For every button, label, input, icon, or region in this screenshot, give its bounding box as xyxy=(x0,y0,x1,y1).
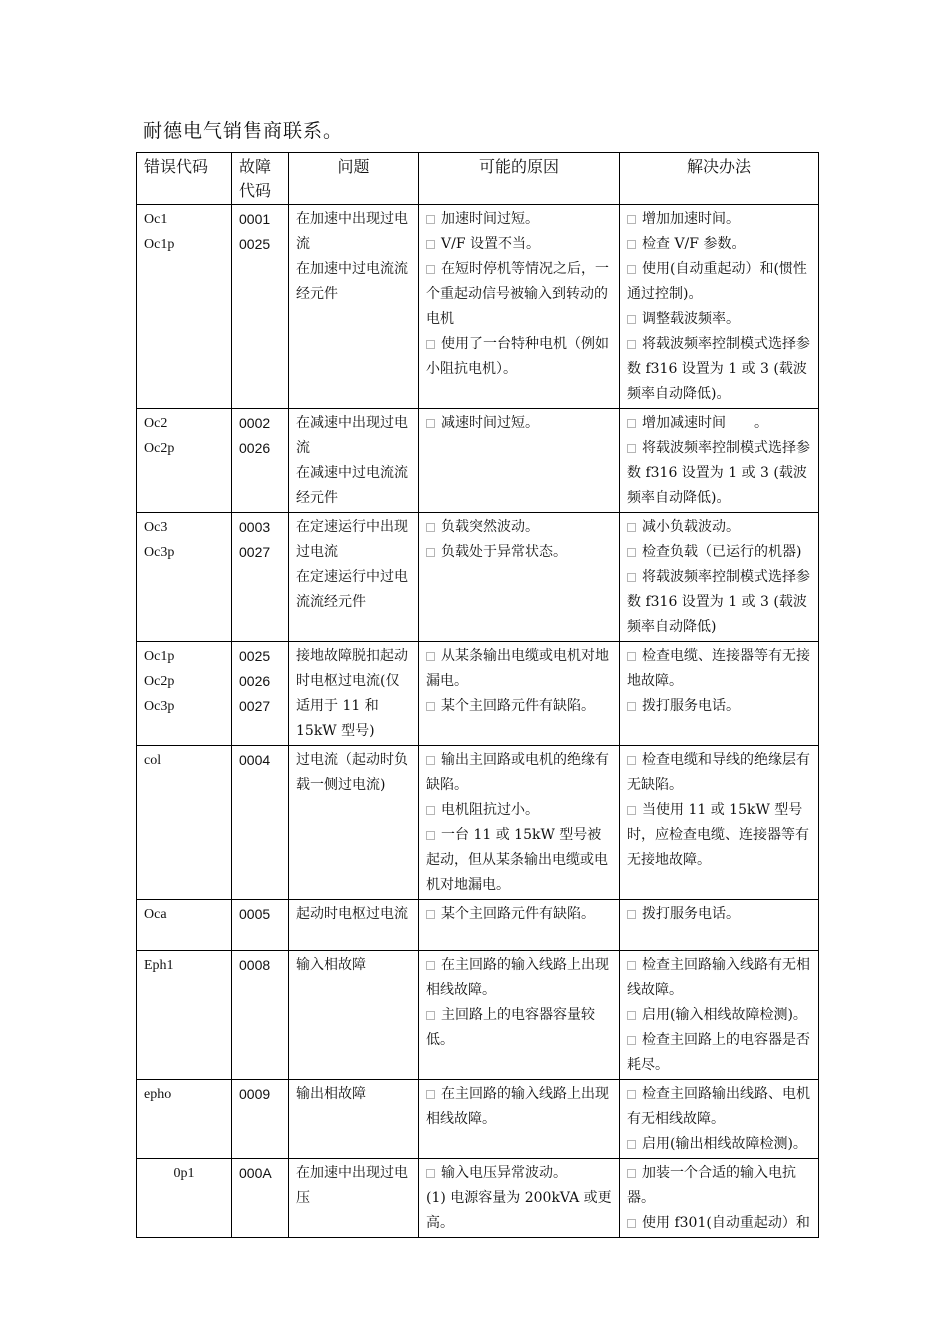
error-code-cell xyxy=(137,513,232,642)
error-code xyxy=(144,232,224,257)
fault-code-cell xyxy=(232,642,289,746)
error-code-text: col xyxy=(144,753,162,768)
table-row xyxy=(137,513,819,642)
cause-item xyxy=(426,411,612,436)
bullet-box-icon xyxy=(426,340,435,349)
problem-text-text: 在加速中出现过电压 xyxy=(296,1165,408,1206)
cause-item xyxy=(426,1186,612,1236)
problem-text xyxy=(296,953,411,978)
fault-code-text: 0003 xyxy=(239,519,271,535)
error-code-text: Oc3p xyxy=(144,699,175,714)
table-row xyxy=(137,1159,819,1238)
error-code xyxy=(144,644,224,669)
cause-cell xyxy=(419,746,620,900)
fault-code-text: 0026 xyxy=(239,440,271,456)
cause-cell xyxy=(419,951,620,1080)
cause-item-text: 主回路上的电容器容量较低。 xyxy=(426,1007,595,1048)
problem-cell xyxy=(289,1159,419,1238)
solution-item xyxy=(627,411,811,436)
bullet-box-icon xyxy=(627,806,636,815)
problem-text xyxy=(296,902,411,927)
error-code-text: Oc3 xyxy=(144,520,168,535)
solution-cell xyxy=(620,513,819,642)
fault-code-text: 0026 xyxy=(239,673,271,689)
cause-cell xyxy=(419,1159,620,1238)
solution-cell xyxy=(620,1159,819,1238)
fault-code-cell xyxy=(232,513,289,642)
cause-item xyxy=(426,332,612,382)
bullet-box-icon xyxy=(627,573,636,582)
solution-item xyxy=(627,436,811,511)
solution-item-text: 将载波频率控制模式选择参数 f316 设置为 1 或 3 (载波频率自动降低)。 xyxy=(627,336,810,402)
bullet-box-icon xyxy=(627,1169,636,1178)
problem-text-text: 在减速中过电流流经元件 xyxy=(296,465,408,506)
cause-item xyxy=(426,257,612,332)
problem-cell xyxy=(289,205,419,409)
solution-item xyxy=(627,1161,811,1211)
fault-code-cell xyxy=(232,746,289,900)
solution-item-text: 启用(输出相线故障检测)。 xyxy=(642,1136,807,1152)
solution-item xyxy=(627,1003,811,1028)
fault-code xyxy=(239,748,281,773)
header-possible-cause: 可能的原因 xyxy=(419,153,620,205)
fault-code-text: 0002 xyxy=(239,415,271,431)
problem-text-text: 在减速中出现过电流 xyxy=(296,415,408,456)
fault-code-text: 0025 xyxy=(239,236,271,252)
problem-text xyxy=(296,515,411,565)
fault-code-text: 0005 xyxy=(239,906,271,922)
solution-item xyxy=(627,257,811,307)
problem-text xyxy=(296,461,411,511)
fault-code-table xyxy=(136,152,819,1238)
problem-text-text: 在定速运行中出现过电流 xyxy=(296,519,408,560)
header-error-code: 错误代码 xyxy=(137,153,232,205)
cause-item-text: 从某条输出电缆或电机对地漏电。 xyxy=(426,648,609,689)
fault-code xyxy=(239,669,281,694)
error-code xyxy=(144,207,224,232)
bullet-box-icon xyxy=(426,806,435,815)
fault-code-text: 0001 xyxy=(239,211,271,227)
bullet-box-icon xyxy=(627,1140,636,1149)
problem-text xyxy=(296,207,411,257)
cause-item xyxy=(426,694,612,719)
fault-code xyxy=(239,953,281,978)
problem-text-text: 过电流（起动时负载一侧过电流) xyxy=(296,752,408,793)
error-code xyxy=(144,902,224,927)
cause-item xyxy=(426,232,612,257)
problem-text xyxy=(296,748,411,798)
solution-item xyxy=(627,332,811,407)
problem-cell xyxy=(289,951,419,1080)
fault-code xyxy=(239,1161,281,1186)
error-code-cell xyxy=(137,642,232,746)
bullet-box-icon xyxy=(426,961,435,970)
bullet-box-icon xyxy=(627,444,636,453)
bullet-box-icon xyxy=(627,215,636,224)
cause-item-text: 负载处于异常状态。 xyxy=(441,544,567,560)
table-row xyxy=(137,746,819,900)
error-code xyxy=(144,1082,224,1107)
table-row xyxy=(137,951,819,1080)
cause-cell xyxy=(419,513,620,642)
fault-code xyxy=(239,644,281,669)
bullet-box-icon xyxy=(426,756,435,765)
fault-code-text: 0025 xyxy=(239,648,271,664)
table-row xyxy=(137,205,819,409)
cause-item xyxy=(426,1161,612,1186)
error-code xyxy=(144,694,224,719)
error-code-text: Oc2p xyxy=(144,441,175,456)
bullet-box-icon xyxy=(426,831,435,840)
error-code xyxy=(144,748,224,773)
solution-item xyxy=(627,953,811,1003)
fault-code-text: 0027 xyxy=(239,544,271,560)
fault-code-cell xyxy=(232,951,289,1080)
bullet-box-icon xyxy=(627,756,636,765)
solution-item-text: 使用(自动重起动）和(惯性通过控制)。 xyxy=(627,261,807,302)
bullet-box-icon xyxy=(627,1090,636,1099)
cause-item xyxy=(426,953,612,1003)
error-code-text: Eph1 xyxy=(144,958,174,973)
error-code xyxy=(144,953,224,978)
bullet-box-icon xyxy=(627,548,636,557)
error-code xyxy=(144,436,224,461)
solution-item-text: 调整载波频率。 xyxy=(642,311,740,327)
solution-item-text: 将载波频率控制模式选择参数 f316 设置为 1 或 3 (载波频率自动降低) xyxy=(627,569,810,635)
cause-cell xyxy=(419,205,620,409)
bullet-box-icon xyxy=(627,1219,636,1228)
error-code xyxy=(144,1161,224,1186)
cause-cell xyxy=(419,900,620,951)
cause-item-text: V/F 设置不当。 xyxy=(441,236,540,252)
fault-code xyxy=(239,436,281,461)
solution-item xyxy=(627,565,811,640)
solution-item xyxy=(627,902,811,927)
error-code xyxy=(144,515,224,540)
cause-item xyxy=(426,540,612,565)
solution-item xyxy=(627,515,811,540)
error-code xyxy=(144,540,224,565)
fault-code xyxy=(239,411,281,436)
bullet-box-icon xyxy=(426,265,435,274)
problem-cell xyxy=(289,1080,419,1159)
cause-item xyxy=(426,1082,612,1132)
solution-cell xyxy=(620,642,819,746)
fault-code-text: 0008 xyxy=(239,957,271,973)
solution-item-text: 增加减速时间 。 xyxy=(642,415,768,431)
solution-item-text: 拨打服务电话。 xyxy=(642,906,740,922)
fault-code-cell xyxy=(232,1159,289,1238)
solution-item-text: 增加加速时间。 xyxy=(642,211,740,227)
problem-text-text: 输入相故障 xyxy=(296,957,366,973)
problem-text-text: 输出相故障 xyxy=(296,1086,366,1102)
solution-item-text: 拨打服务电话。 xyxy=(642,698,740,714)
bullet-box-icon xyxy=(627,961,636,970)
solution-cell xyxy=(620,900,819,951)
fault-code xyxy=(239,207,281,232)
table-header-row xyxy=(137,153,819,205)
bullet-box-icon xyxy=(426,523,435,532)
fault-code-cell xyxy=(232,1080,289,1159)
page-heading: 耐德电气销售商联系。 xyxy=(143,120,344,142)
cause-item-text: 使用了一台特种电机（例如小阻抗电机）。 xyxy=(426,336,609,377)
bullet-box-icon xyxy=(627,340,636,349)
error-code-text: epho xyxy=(144,1087,172,1102)
table-body xyxy=(137,205,819,1238)
bullet-box-icon xyxy=(426,1090,435,1099)
cause-item xyxy=(426,798,612,823)
table-row xyxy=(137,1080,819,1159)
cause-item xyxy=(426,902,612,927)
error-code-cell xyxy=(137,205,232,409)
problem-cell xyxy=(289,900,419,951)
fault-code-cell xyxy=(232,900,289,951)
fault-code-text: 0009 xyxy=(239,1086,271,1102)
solution-item xyxy=(627,207,811,232)
error-code-cell xyxy=(137,409,232,513)
solution-cell xyxy=(620,1080,819,1159)
bullet-box-icon xyxy=(627,702,636,711)
problem-cell xyxy=(289,513,419,642)
error-code-text: Oc1p xyxy=(144,237,175,252)
fault-code xyxy=(239,540,281,565)
error-code-cell xyxy=(137,746,232,900)
solution-item-text: 减小负载波动。 xyxy=(642,519,740,535)
problem-text xyxy=(296,1161,411,1211)
solution-item-text: 检查主回路输入线路有无相线故障。 xyxy=(627,957,810,998)
cause-item-text: 一台 11 或 15kW 型号被起动，但从某条输出电缆或电机对地漏电。 xyxy=(426,827,608,893)
bullet-box-icon xyxy=(627,523,636,532)
solution-item-text: 检查主回路输出线路、电机有无相线故障。 xyxy=(627,1086,810,1127)
fault-code-cell xyxy=(232,205,289,409)
solution-item xyxy=(627,1028,811,1078)
error-code-text: Oc1p xyxy=(144,649,175,664)
fault-code xyxy=(239,902,281,927)
bullet-box-icon xyxy=(627,240,636,249)
bullet-box-icon xyxy=(627,315,636,324)
fault-code-cell xyxy=(232,409,289,513)
error-code xyxy=(144,411,224,436)
cause-item xyxy=(426,207,612,232)
error-code-cell xyxy=(137,900,232,951)
cause-item-text: 减速时间过短。 xyxy=(441,415,539,431)
bullet-box-icon xyxy=(627,1011,636,1020)
problem-text xyxy=(296,565,411,615)
solution-item xyxy=(627,694,811,719)
problem-text xyxy=(296,257,411,307)
cause-cell xyxy=(419,642,620,746)
problem-cell xyxy=(289,642,419,746)
error-code-text: Oc2p xyxy=(144,674,175,689)
header-problem: 问题 xyxy=(289,153,419,205)
table-row xyxy=(137,900,819,951)
fault-code xyxy=(239,1082,281,1107)
cause-item xyxy=(426,1003,612,1053)
bullet-box-icon xyxy=(426,910,435,919)
cause-item-text: 某个主回路元件有缺陷。 xyxy=(441,698,595,714)
solution-item-text: 检查负载（已运行的机器) xyxy=(642,544,802,560)
solution-item-text: 检查电缆、连接器等有无接地故障。 xyxy=(627,648,810,689)
cause-item-text: 输入电压异常波动。 xyxy=(441,1165,567,1181)
solution-item xyxy=(627,1132,811,1157)
solution-item-text: 检查电缆和导线的绝缘层有无缺陷。 xyxy=(627,752,810,793)
table-row xyxy=(137,642,819,746)
solution-item-text: 将载波频率控制模式选择参数 f316 设置为 1 或 3 (载波频率自动降低)。 xyxy=(627,440,810,506)
table-row xyxy=(137,409,819,513)
problem-text-text: 起动时电枢过电流 xyxy=(296,906,408,922)
bullet-box-icon xyxy=(627,1036,636,1045)
cause-item-text: 电机阻抗过小。 xyxy=(441,802,539,818)
error-code xyxy=(144,669,224,694)
error-code-text: Oc3p xyxy=(144,545,175,560)
error-code-text: Oc1 xyxy=(144,212,168,227)
solution-cell xyxy=(620,205,819,409)
solution-item xyxy=(627,307,811,332)
solution-item-text: 加装一个合适的输入电抗器。 xyxy=(627,1165,796,1206)
cause-cell xyxy=(419,1080,620,1159)
bullet-box-icon xyxy=(426,1011,435,1020)
bullet-box-icon xyxy=(426,1169,435,1178)
problem-cell xyxy=(289,746,419,900)
solution-item-text: 检查主回路上的电容器是否耗尽。 xyxy=(627,1032,810,1073)
cause-item-text: 在短时停机等情况之后，一个重起动信号被输入到转动的电机 xyxy=(426,261,609,327)
solution-item-text: 使用 f301(自动重起动）和 xyxy=(642,1215,810,1231)
bullet-box-icon xyxy=(426,652,435,661)
error-code-text: Oc2 xyxy=(144,416,168,431)
fault-code-text: 0027 xyxy=(239,698,271,714)
solution-cell xyxy=(620,746,819,900)
error-code-cell xyxy=(137,1159,232,1238)
solution-item-text: 检查 V/F 参数。 xyxy=(642,236,746,252)
cause-cell xyxy=(419,409,620,513)
bullet-box-icon xyxy=(426,215,435,224)
fault-code xyxy=(239,694,281,719)
cause-item xyxy=(426,823,612,898)
header-solution: 解决办法 xyxy=(620,153,819,205)
fault-code-text: 000A xyxy=(239,1165,272,1181)
fault-code-text: 0004 xyxy=(239,752,271,768)
solution-cell xyxy=(620,951,819,1080)
solution-item-text: 当使用 11 或 15kW 型号时，应检查电缆、连接器等有无接地故障。 xyxy=(627,802,809,868)
solution-item xyxy=(627,748,811,798)
solution-item xyxy=(627,232,811,257)
cause-item-text: 在主回路的输入线路上出现相线故障。 xyxy=(426,1086,609,1127)
solution-item-text: 启用(输入相线故障检测)。 xyxy=(642,1007,807,1023)
solution-item xyxy=(627,1211,811,1236)
problem-text-text: 在加速中过电流流经元件 xyxy=(296,261,408,302)
cause-item-text: 某个主回路元件有缺陷。 xyxy=(441,906,595,922)
error-code-text: Oca xyxy=(144,907,167,922)
error-code-text: 0p1 xyxy=(173,1166,195,1181)
bullet-box-icon xyxy=(426,702,435,711)
problem-text-text: 接地故障脱扣起动时电枢过电流(仅适用于 11 和 15kW 型号) xyxy=(296,648,408,739)
solution-item xyxy=(627,1082,811,1132)
cause-item-text: 在主回路的输入线路上出现相线故障。 xyxy=(426,957,609,998)
bullet-box-icon xyxy=(627,910,636,919)
cause-item xyxy=(426,515,612,540)
bullet-box-icon xyxy=(426,419,435,428)
error-code-cell xyxy=(137,951,232,1080)
cause-item xyxy=(426,748,612,798)
problem-text-text: 在加速中出现过电流 xyxy=(296,211,408,252)
error-code-cell xyxy=(137,1080,232,1159)
bullet-box-icon xyxy=(426,240,435,249)
header-fault-code: 故障代码 xyxy=(232,153,289,205)
cause-item-text: (1) 电源容量为 200kVA 或更高。 xyxy=(426,1190,612,1231)
fault-code xyxy=(239,232,281,257)
problem-cell xyxy=(289,409,419,513)
fault-code xyxy=(239,515,281,540)
bullet-box-icon xyxy=(627,265,636,274)
solution-item xyxy=(627,644,811,694)
bullet-box-icon xyxy=(426,548,435,557)
solution-cell xyxy=(620,409,819,513)
solution-item xyxy=(627,798,811,873)
problem-text xyxy=(296,644,411,744)
bullet-box-icon xyxy=(627,652,636,661)
cause-item-text: 加速时间过短。 xyxy=(441,211,539,227)
bullet-box-icon xyxy=(627,419,636,428)
cause-item-text: 负载突然波动。 xyxy=(441,519,539,535)
cause-item-text: 输出主回路或电机的绝缘有缺陷。 xyxy=(426,752,609,793)
problem-text xyxy=(296,411,411,461)
problem-text-text: 在定速运行中过电流流经元件 xyxy=(296,569,408,610)
problem-text xyxy=(296,1082,411,1107)
solution-item xyxy=(627,540,811,565)
cause-item xyxy=(426,644,612,694)
